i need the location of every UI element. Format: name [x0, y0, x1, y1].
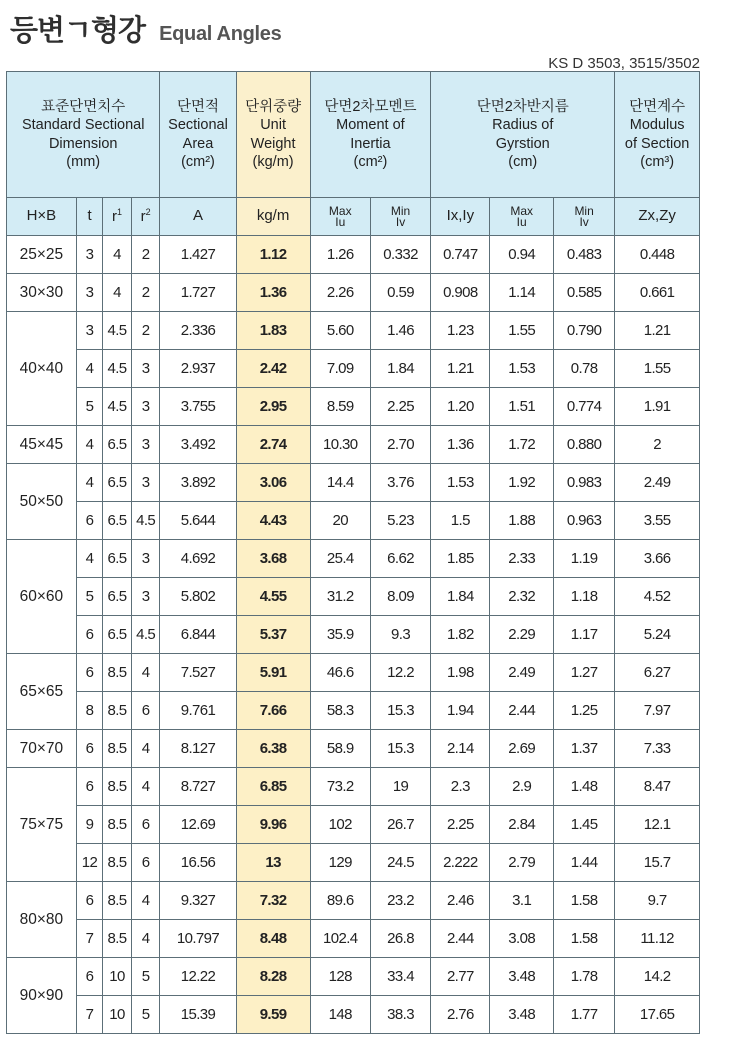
- table-cell: 16.56: [160, 844, 236, 882]
- table-cell: 2.69: [490, 730, 553, 768]
- table-cell: 9.7: [615, 882, 700, 920]
- table-cell: 1.18: [553, 578, 614, 616]
- title-korean: 등변ㄱ형강: [10, 13, 146, 47]
- table-cell: 14.4: [310, 464, 370, 502]
- table-cell: 1.78: [553, 958, 614, 996]
- table-cell: 7.33: [615, 730, 700, 768]
- table-cell: 15.39: [160, 996, 236, 1034]
- table-cell: 6.5: [103, 616, 132, 654]
- table-cell: 2.49: [490, 654, 553, 692]
- table-cell: 4.5: [103, 312, 132, 350]
- table-cell: 12: [76, 844, 102, 882]
- table-cell: 3: [76, 236, 102, 274]
- header-modulus: 단면계수 Modulus of Section (cm³): [615, 72, 700, 198]
- table-cell: 1.14: [490, 274, 553, 312]
- table-cell: 8.5: [103, 920, 132, 958]
- table-cell: 2.77: [431, 958, 490, 996]
- table-cell: 4: [131, 882, 160, 920]
- table-cell: 10.797: [160, 920, 236, 958]
- table-cell: 1.84: [431, 578, 490, 616]
- subheader-max-ru: Max Iu: [490, 198, 553, 236]
- table-cell: 3.76: [370, 464, 430, 502]
- table-cell: 4: [131, 654, 160, 692]
- table-cell: 128: [310, 958, 370, 996]
- table-cell: 17.65: [615, 996, 700, 1034]
- table-cell: 6: [76, 768, 102, 806]
- table-cell: 1.84: [370, 350, 430, 388]
- table-cell: 4: [76, 350, 102, 388]
- subheader-max-iu: Max Iu: [310, 198, 370, 236]
- table-cell: 2.79: [490, 844, 553, 882]
- table-cell: 4: [131, 920, 160, 958]
- table-cell: 2.14: [431, 730, 490, 768]
- table-cell: 2.3: [431, 768, 490, 806]
- table-cell: 2.29: [490, 616, 553, 654]
- table-cell: 2.74: [236, 426, 310, 464]
- size-cell: 40×40: [7, 312, 77, 426]
- subheader-t: t: [76, 198, 102, 236]
- table-cell: 2: [131, 274, 160, 312]
- table-cell: 3.1: [490, 882, 553, 920]
- table-row: [7, 616, 700, 654]
- table-cell: 3.48: [490, 996, 553, 1034]
- header-radius: 단면2차반지름 Radius of Gyrstion (cm): [431, 72, 615, 198]
- header-area: 단면적 Sectional Area (cm²): [160, 72, 236, 198]
- table-cell: 6: [76, 958, 102, 996]
- table-cell: 89.6: [310, 882, 370, 920]
- subheader-kgm: kg/m: [236, 198, 310, 236]
- table-cell: 23.2: [370, 882, 430, 920]
- table-cell: 6: [76, 502, 102, 540]
- table-cell: 6.5: [103, 502, 132, 540]
- table-cell: 0.747: [431, 236, 490, 274]
- table-body: [7, 236, 700, 1034]
- table-cell: 9: [76, 806, 102, 844]
- table-cell: 1.46: [370, 312, 430, 350]
- table-cell: 4.692: [160, 540, 236, 578]
- table-cell: 3.755: [160, 388, 236, 426]
- table-row: [7, 996, 700, 1034]
- table-cell: 1.85: [431, 540, 490, 578]
- table-cell: 2.84: [490, 806, 553, 844]
- table-cell: 4: [76, 540, 102, 578]
- standard-code: KS D 3503, 3515/3502: [548, 55, 700, 72]
- table-cell: 19: [370, 768, 430, 806]
- subheader-ixiy: Ix,Iy: [431, 198, 490, 236]
- table-cell: 3: [131, 388, 160, 426]
- table-cell: 4.43: [236, 502, 310, 540]
- table-cell: 6.62: [370, 540, 430, 578]
- table-cell: 12.1: [615, 806, 700, 844]
- subheader-hxb: H×B: [7, 198, 77, 236]
- table-cell: 1.36: [431, 426, 490, 464]
- table-row: [7, 236, 700, 274]
- table-row: [7, 274, 700, 312]
- table-cell: 33.4: [370, 958, 430, 996]
- subheader-a: A: [160, 198, 236, 236]
- table-cell: 7.66: [236, 692, 310, 730]
- table-cell: 2: [615, 426, 700, 464]
- table-cell: 5.60: [310, 312, 370, 350]
- table-row: [7, 426, 700, 464]
- table-cell: 10.30: [310, 426, 370, 464]
- table-cell: 2.9: [490, 768, 553, 806]
- table-row: [7, 502, 700, 540]
- table-cell: 7: [76, 920, 102, 958]
- table-cell: 6.5: [103, 426, 132, 464]
- table-cell: 2.222: [431, 844, 490, 882]
- table-cell: 2.95: [236, 388, 310, 426]
- table-cell: 1.12: [236, 236, 310, 274]
- table-cell: 4: [131, 768, 160, 806]
- table-cell: 0.483: [553, 236, 614, 274]
- table-cell: 3.08: [490, 920, 553, 958]
- table-cell: 4: [103, 236, 132, 274]
- table-cell: 5: [131, 996, 160, 1034]
- table-cell: 0.661: [615, 274, 700, 312]
- table-cell: 3: [76, 312, 102, 350]
- table-cell: 1.45: [553, 806, 614, 844]
- table-cell: 2.336: [160, 312, 236, 350]
- table-cell: 1.21: [615, 312, 700, 350]
- table-cell: 6.27: [615, 654, 700, 692]
- table-cell: 5.644: [160, 502, 236, 540]
- table-cell: 4.52: [615, 578, 700, 616]
- table-cell: 0.332: [370, 236, 430, 274]
- equal-angles-table: [6, 71, 700, 1034]
- size-cell: 50×50: [7, 464, 77, 540]
- table-cell: 1.727: [160, 274, 236, 312]
- table-cell: 1.20: [431, 388, 490, 426]
- table-cell: 3: [131, 540, 160, 578]
- table-cell: 1.27: [553, 654, 614, 692]
- header-dimension: 표준단면치수 Standard Sectional Dimension (mm): [7, 72, 160, 198]
- table-cell: 1.427: [160, 236, 236, 274]
- table-cell: 24.5: [370, 844, 430, 882]
- table-cell: 1.77: [553, 996, 614, 1034]
- table-cell: 6.38: [236, 730, 310, 768]
- table-cell: 8.5: [103, 882, 132, 920]
- table-cell: 7.527: [160, 654, 236, 692]
- table-cell: 1.92: [490, 464, 553, 502]
- table-cell: 6.5: [103, 540, 132, 578]
- table-cell: 6.5: [103, 464, 132, 502]
- table-cell: 8.47: [615, 768, 700, 806]
- table-row: [7, 654, 700, 692]
- table-cell: 148: [310, 996, 370, 1034]
- table-cell: 8.28: [236, 958, 310, 996]
- table-cell: 1.19: [553, 540, 614, 578]
- table-cell: 4: [76, 426, 102, 464]
- table-cell: 14.2: [615, 958, 700, 996]
- table-cell: 1.91: [615, 388, 700, 426]
- table-cell: 6.5: [103, 578, 132, 616]
- table-cell: 3.492: [160, 426, 236, 464]
- table-cell: 26.7: [370, 806, 430, 844]
- table-cell: 26.8: [370, 920, 430, 958]
- table-cell: 1.53: [431, 464, 490, 502]
- table-cell: 1.53: [490, 350, 553, 388]
- table-cell: 1.44: [553, 844, 614, 882]
- table-cell: 1.55: [490, 312, 553, 350]
- table-cell: 1.94: [431, 692, 490, 730]
- table-cell: 3: [131, 350, 160, 388]
- table-cell: 1.98: [431, 654, 490, 692]
- table-cell: 9.327: [160, 882, 236, 920]
- table-cell: 12.2: [370, 654, 430, 692]
- table-cell: 3: [76, 274, 102, 312]
- table-cell: 3: [131, 578, 160, 616]
- size-cell: 70×70: [7, 730, 77, 768]
- table-cell: 2.33: [490, 540, 553, 578]
- table-cell: 1.37: [553, 730, 614, 768]
- table-cell: 102: [310, 806, 370, 844]
- table-cell: 5.91: [236, 654, 310, 692]
- subheader-min-rv: Min Iv: [553, 198, 614, 236]
- table-cell: 25.4: [310, 540, 370, 578]
- size-cell: 80×80: [7, 882, 77, 958]
- table-cell: 58.9: [310, 730, 370, 768]
- table-cell: 13: [236, 844, 310, 882]
- table-row: [7, 920, 700, 958]
- table-cell: 6.85: [236, 768, 310, 806]
- subheader-r1: $r^1$: [103, 198, 132, 236]
- table-row: [7, 388, 700, 426]
- table-cell: 6: [131, 806, 160, 844]
- table-cell: 8.09: [370, 578, 430, 616]
- table-cell: 8.5: [103, 692, 132, 730]
- table-cell: 0.94: [490, 236, 553, 274]
- table-cell: 73.2: [310, 768, 370, 806]
- table-cell: 3.06: [236, 464, 310, 502]
- table-cell: 129: [310, 844, 370, 882]
- table-cell: 1.83: [236, 312, 310, 350]
- table-row: [7, 730, 700, 768]
- table-cell: 2.44: [490, 692, 553, 730]
- table-cell: 12.69: [160, 806, 236, 844]
- table-cell: 1.82: [431, 616, 490, 654]
- table-cell: 5.802: [160, 578, 236, 616]
- table-cell: 1.72: [490, 426, 553, 464]
- table-cell: 5.37: [236, 616, 310, 654]
- table-cell: 3.55: [615, 502, 700, 540]
- table-cell: 3.66: [615, 540, 700, 578]
- table-cell: 7.97: [615, 692, 700, 730]
- table-cell: 2.937: [160, 350, 236, 388]
- table-cell: 10: [103, 996, 132, 1034]
- table-cell: 0.78: [553, 350, 614, 388]
- table-cell: 58.3: [310, 692, 370, 730]
- table-cell: 2.42: [236, 350, 310, 388]
- table-cell: 2.32: [490, 578, 553, 616]
- table-cell: 3.48: [490, 958, 553, 996]
- table-cell: 1.48: [553, 768, 614, 806]
- table-cell: 31.2: [310, 578, 370, 616]
- table-cell: 0.880: [553, 426, 614, 464]
- header-weight: 단위중량 Unit Weight (kg/m): [236, 72, 310, 198]
- table-cell: 1.21: [431, 350, 490, 388]
- table-row: [7, 768, 700, 806]
- table-cell: 4.55: [236, 578, 310, 616]
- table-cell: 2.70: [370, 426, 430, 464]
- table-cell: 2: [131, 236, 160, 274]
- table-cell: 4.5: [131, 616, 160, 654]
- table-cell: 4: [131, 730, 160, 768]
- table-cell: 38.3: [370, 996, 430, 1034]
- table-cell: 4: [103, 274, 132, 312]
- table-cell: 11.12: [615, 920, 700, 958]
- table-cell: 9.96: [236, 806, 310, 844]
- table-cell: 6: [131, 844, 160, 882]
- table-cell: 0.585: [553, 274, 614, 312]
- size-cell: 65×65: [7, 654, 77, 730]
- table-cell: 8.48: [236, 920, 310, 958]
- table-row: [7, 350, 700, 388]
- table-cell: 0.448: [615, 236, 700, 274]
- table-cell: 9.3: [370, 616, 430, 654]
- table-row: [7, 540, 700, 578]
- table-cell: 1.55: [615, 350, 700, 388]
- size-cell: 75×75: [7, 768, 77, 882]
- table-cell: 4.5: [131, 502, 160, 540]
- table-row: [7, 806, 700, 844]
- table-cell: 6: [76, 730, 102, 768]
- table-cell: 0.963: [553, 502, 614, 540]
- table-row: [7, 312, 700, 350]
- table-cell: 2.49: [615, 464, 700, 502]
- table-cell: 8: [76, 692, 102, 730]
- table-cell: 0.908: [431, 274, 490, 312]
- size-cell: 60×60: [7, 540, 77, 654]
- table-cell: 9.761: [160, 692, 236, 730]
- size-cell: 45×45: [7, 426, 77, 464]
- table-cell: 2.25: [370, 388, 430, 426]
- table-cell: 8.5: [103, 844, 132, 882]
- table-cell: 7: [76, 996, 102, 1034]
- table-cell: 7.32: [236, 882, 310, 920]
- table-cell: 1.26: [310, 236, 370, 274]
- table-cell: 4.5: [103, 350, 132, 388]
- table-cell: 0.983: [553, 464, 614, 502]
- table-cell: 4: [76, 464, 102, 502]
- table-cell: 1.58: [553, 920, 614, 958]
- table-cell: 1.36: [236, 274, 310, 312]
- table-cell: 3: [131, 464, 160, 502]
- table-cell: 102.4: [310, 920, 370, 958]
- table-cell: 8.727: [160, 768, 236, 806]
- table-cell: 1.88: [490, 502, 553, 540]
- table-cell: 8.5: [103, 730, 132, 768]
- table-cell: 3: [131, 426, 160, 464]
- table-cell: 10: [103, 958, 132, 996]
- table-cell: 5.24: [615, 616, 700, 654]
- table-cell: 15.7: [615, 844, 700, 882]
- title-english: Equal Angles: [159, 23, 282, 45]
- table-cell: 8.127: [160, 730, 236, 768]
- table-row: [7, 844, 700, 882]
- table-cell: 5: [76, 578, 102, 616]
- table-cell: 2.26: [310, 274, 370, 312]
- header-inertia: 단면2차모멘트 Moment of Inertia (cm²): [310, 72, 431, 198]
- table-cell: 8.5: [103, 806, 132, 844]
- table-cell: 1.25: [553, 692, 614, 730]
- table-cell: 5: [131, 958, 160, 996]
- table-row: [7, 464, 700, 502]
- table-row: [7, 882, 700, 920]
- table-row: [7, 578, 700, 616]
- table-cell: 4.5: [103, 388, 132, 426]
- table-cell: 7.09: [310, 350, 370, 388]
- table-cell: 1.58: [553, 882, 614, 920]
- table-cell: 35.9: [310, 616, 370, 654]
- table-cell: 2.25: [431, 806, 490, 844]
- table-cell: 2.76: [431, 996, 490, 1034]
- size-cell: 90×90: [7, 958, 77, 1034]
- table-cell: 6: [76, 882, 102, 920]
- table-cell: 8.5: [103, 654, 132, 692]
- table-cell: 8.59: [310, 388, 370, 426]
- table-cell: 3.892: [160, 464, 236, 502]
- size-cell: 25×25: [7, 236, 77, 274]
- table-cell: 6: [131, 692, 160, 730]
- table-cell: 12.22: [160, 958, 236, 996]
- subheader-r2: $r^2$: [131, 198, 160, 236]
- table-cell: 2: [131, 312, 160, 350]
- table-cell: 6: [76, 654, 102, 692]
- table-cell: 9.59: [236, 996, 310, 1034]
- table-cell: 2.46: [431, 882, 490, 920]
- table-cell: 5: [76, 388, 102, 426]
- table-cell: 0.790: [553, 312, 614, 350]
- table-cell: 3.68: [236, 540, 310, 578]
- table-row: [7, 692, 700, 730]
- subheader-min-iv: Min Iv: [370, 198, 430, 236]
- table-cell: 1.23: [431, 312, 490, 350]
- page-title: [10, 8, 281, 52]
- size-cell: 30×30: [7, 274, 77, 312]
- table-cell: 15.3: [370, 730, 430, 768]
- table-cell: 1.5: [431, 502, 490, 540]
- table-cell: 46.6: [310, 654, 370, 692]
- table-cell: 6: [76, 616, 102, 654]
- table-cell: 0.59: [370, 274, 430, 312]
- table-row: [7, 958, 700, 996]
- table-cell: 5.23: [370, 502, 430, 540]
- table-cell: 6.844: [160, 616, 236, 654]
- table-cell: 2.44: [431, 920, 490, 958]
- table-cell: 15.3: [370, 692, 430, 730]
- table-cell: 1.17: [553, 616, 614, 654]
- subheader-zxzy: Zx,Zy: [615, 198, 700, 236]
- table-cell: 8.5: [103, 768, 132, 806]
- table-cell: 0.774: [553, 388, 614, 426]
- table-cell: 1.51: [490, 388, 553, 426]
- table-cell: 20: [310, 502, 370, 540]
